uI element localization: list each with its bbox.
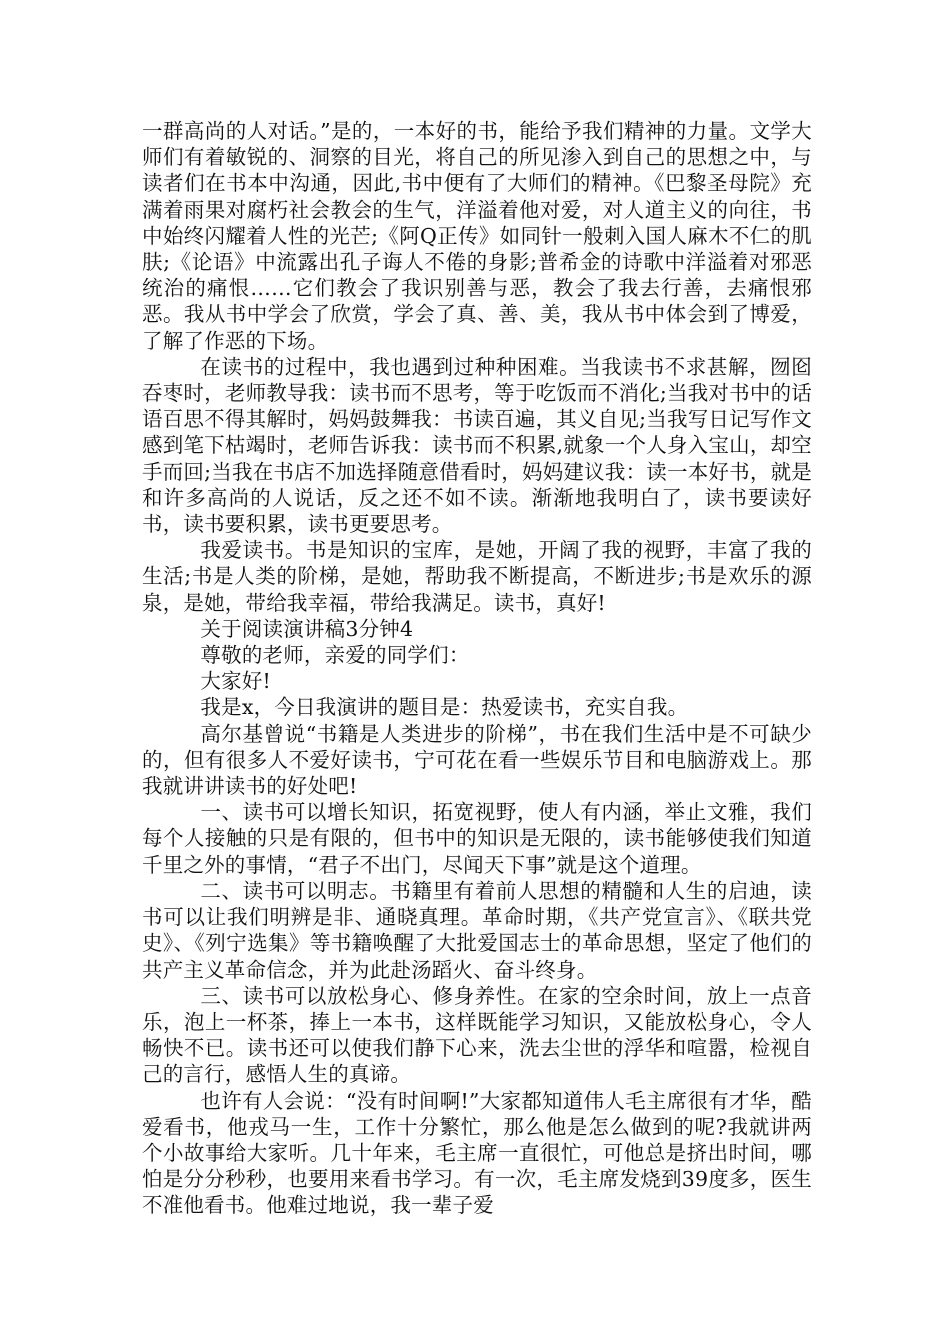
paragraph: 二、读书可以明志。书籍里有着前人思想的精髓和人生的启迪，读书可以让我们明辨是非、通晓真理。革命时期，《共产党宣言》、《联共党史》、《列宁选集》等书籍唤醒了大批爱国志士的革命思想，坚定了他们的共产主义革命信念，并为此赴汤蹈火、奋斗终身。	[142, 878, 812, 982]
greeting: 大家好!	[200, 669, 271, 694]
paragraph: 一群高尚的人对话。”是的，一本好的书，能给予我们精神的力量。文学大师们有着敏锐的、洞察的目光，将自己的所见渗入到自己的思想之中，与读者们在书本中沟通，因此,书中便有了大师们的精神。《巴黎圣母院》充满着雨果对腐朽社会教会的生气，洋溢着他对爱，对人道主义的向往，书中始终闪耀着人性的光芒;《阿Q正传》如同针一般刺入国人麻木不仁的肌肤;《论语》中流露出孔子诲人不倦的身影;普希金的诗歌中洋溢着对邪恶统治的痛恨……它们教会了我识别善与恶，教会了我去行善，去痛恨邪恶。我从书中学会了欣赏，学会了真、善、美，我从书中体会到了博爱，了解了作恶的下场。	[142, 119, 812, 353]
paragraph: 高尔基曾说“书籍是人类进步的阶梯”，书在我们生活中是不可缺少的，但有很多人不爱好读书，宁可花在看一些娱乐节目和电脑游戏上。那我就讲讲读书的好处吧!	[142, 721, 812, 799]
salutation: 尊敬的老师，亲爱的同学们：	[200, 643, 470, 668]
document-page	[142, 118, 812, 1219]
paragraph: 一、读书可以增长知识，拓宽视野，使人有内涵，举止文雅，我们每个人接触的只是有限的，但书中的知识是无限的，读书能够使我们知道千里之外的事情，“君子不出门，尽闻天下事”就是这个道理。	[142, 800, 812, 877]
paragraph: 三、读书可以放松身心、修身养性。在家的空余时间，放上一点音乐，泡上一杯茶，捧上一本书，这样既能学习知识，又能放松身心，令人畅快不已。读书还可以使我们静下心来，洗去尘世的浮华和喧嚣，检视自己的言行，感悟人生的真谛。	[142, 983, 812, 1087]
paragraph: 在读书的过程中，我也遇到过种种困难。当我读书不求甚解，囫囵吞枣时，老师教导我：读书而不思考，等于吃饭而不消化;当我对书中的话语百思不得其解时，妈妈鼓舞我：书读百遍，其义自见;当我写日记写作文感到笔下枯竭时，老师告诉我：读书而不积累,就象一个人身入宝山，却空手而回;当我在书店不加选择随意借看时，妈妈建议我：读一本好书，就是和许多高尚的人说话，反之还不如不读。渐渐地我明白了，读书要读好书，读书要积累，读书更要思考。	[142, 354, 812, 537]
paragraph: 我是x，今日我演讲的题目是：热爱读书，充实自我。	[200, 695, 689, 720]
paragraph: 也许有人会说：“没有时间啊!”大家都知道伟人毛主席很有才华，酷爱看书，他戎马一生，工作十分繁忙，那么他是怎么做到的呢?我就讲两个小故事给大家听。几十年来，毛主席一直很忙，可他总是挤出时间，哪怕是分分秒秒，也要用来看书学习。有一次，毛主席发烧到39度多，医生不准他看书。他难过地说，我一辈子爱	[142, 1088, 812, 1218]
section-heading: 关于阅读演讲稿3分钟4	[200, 616, 414, 641]
paragraph: 我爱读书。书是知识的宝库，是她，开阔了我的视野，丰富了我的生活;书是人类的阶梯，是她，帮助我不断提高，不断进步;书是欢乐的源泉，是她，带给我幸福，带给我满足。读书，真好!	[142, 538, 812, 615]
